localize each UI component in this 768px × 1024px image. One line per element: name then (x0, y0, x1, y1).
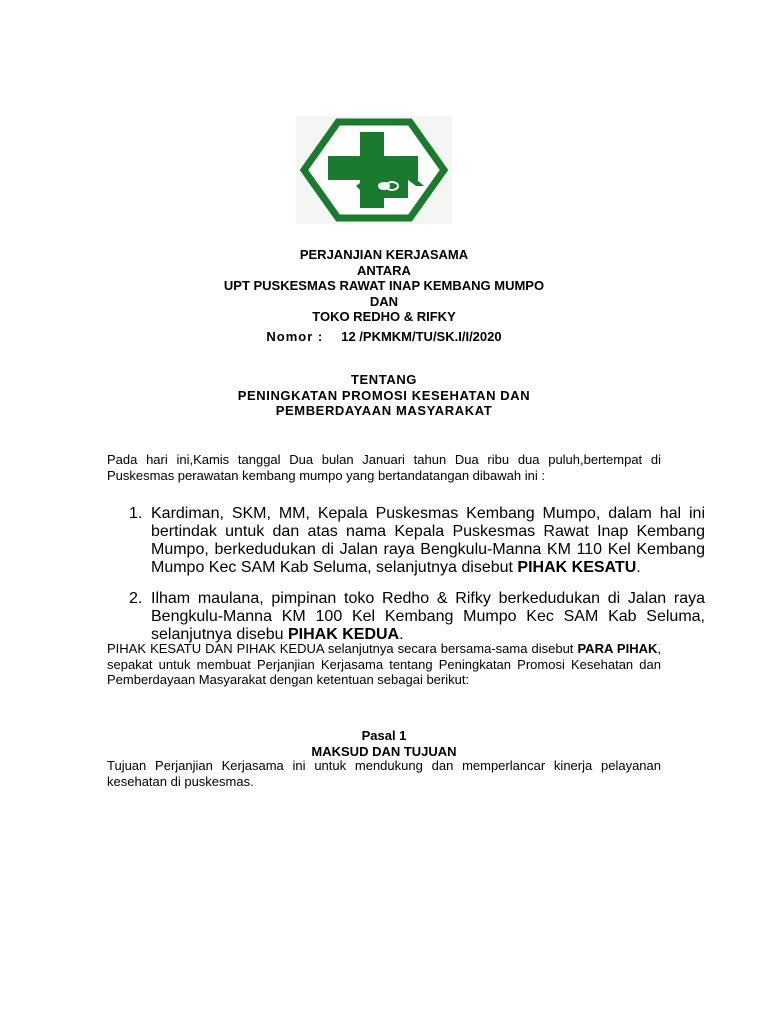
list-number: 2. (129, 590, 143, 607)
title-line-1: PERJANJIAN KERJASAMA (299, 247, 469, 262)
party-text: Ilham maulana, pimpinan toko Redho & Rifky berkedudukan di Jalan raya Bengkulu-Manna KM 100 Kel Kembang Mumpo Kec SAM Kab Seluma, selanjutnya disebu (151, 590, 705, 643)
opening-paragraph: Pada hari ini,Kamis tanggal Dua bulan Januari tahun Dua ribu dua puluh,bertempat di Puskesmas perawatan kembang mumpo yang bertandatangan dibawah ini : (107, 452, 661, 483)
document-number (0, 329, 768, 345)
pasal-title: MAKSUD DAN TUJUAN (311, 743, 457, 759)
puskesmas-logo (296, 116, 452, 224)
tentang-line-2: PEMBERDAYAAN MASYARAKAT (275, 403, 493, 418)
tentang-line-1: PENINGKATAN PROMOSI KESEHATAN DAN (237, 387, 531, 403)
title-line-3: UPT PUSKESMAS RAWAT INAP KEMBANG MUMPO (223, 278, 545, 293)
pasal-heading (0, 728, 768, 759)
agreement-paragraph (107, 641, 661, 688)
agreement-rest: , sepakat untuk membuat Perjanjian Kerjasama tentang Peningkatan Promosi Kesehatan dan Pemberdayaan Masyarakat dengan ketentuan sebagai berikut: (107, 641, 661, 687)
pasal-number: Pasal 1 (361, 728, 407, 743)
puskesmas-logo-icon (296, 116, 452, 224)
title-line-5: TOKO REDHO & RIFKY (312, 309, 456, 324)
list-item (107, 590, 705, 644)
agreement-title (0, 247, 768, 325)
party-end: . (399, 626, 404, 643)
nomor-label: Nomor : (266, 329, 324, 344)
para-pihak: PARA PIHAK (577, 641, 658, 656)
title-line-2: ANTARA (357, 262, 411, 278)
title-line-4: DAN (369, 293, 399, 309)
subject-heading (0, 372, 768, 419)
party-role: PIHAK KESATU (517, 559, 637, 576)
agreement-intro: PIHAK KESATU DAN PIHAK KEDUA selanjutnya secara bersama-sama disebut (107, 641, 578, 656)
pasal-text: Tujuan Perjanjian Kerjasama ini untuk mendukung dan memperlancar kinerja pelayanan kesehatan di puskesmas. (107, 758, 661, 789)
nomor-value: 12 /PKMKM/TU/SK.I/I/2020 (341, 329, 502, 344)
tentang-label: TENTANG (350, 372, 418, 387)
list-number: 1. (129, 505, 143, 522)
party-text: Kardiman, SKM, MM, Kepala Puskesmas Kembang Mumpo, dalam hal ini bertindak untuk dan atas nama Kepala Puskesmas Rawat Inap Kembang Mumpo, berkedudukan di Jalan raya Bengkulu-Manna KM 110 Kel Kembang Mumpo Kec SAM Kab Seluma, selanjutnya disebut (151, 505, 705, 576)
party-end: . (636, 559, 641, 576)
party-role: PIHAK KEDUA (287, 626, 400, 643)
list-item (107, 505, 705, 577)
